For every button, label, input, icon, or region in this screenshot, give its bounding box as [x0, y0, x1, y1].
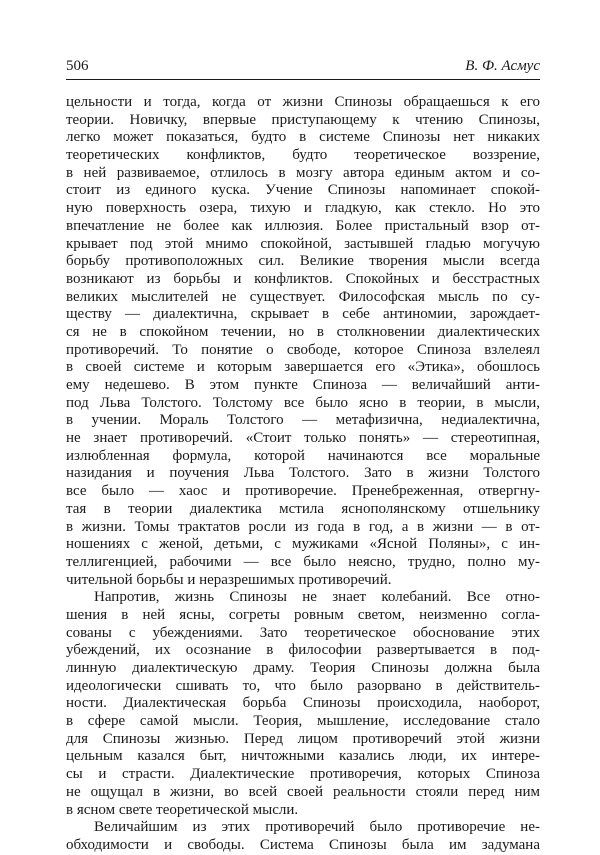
text-line: сованы с убеждениями. Зато теоретическое обоснование этих	[66, 624, 540, 641]
page-number: 506	[66, 58, 89, 74]
text-line: крывает под этой мнимо спокойной, застывшей гладью могучую	[66, 235, 540, 252]
text-line: все было — хаос и противоречие. Пренебреженная, отвергну-	[66, 483, 540, 500]
text-line: в своей системе и которым завершается его «Этика», обошлось	[66, 359, 540, 376]
paragraph	[66, 94, 540, 589]
text-line: возникают из борьбы и конфликтов. Спокойных и бесстрастных	[66, 270, 540, 287]
text-line: не ощущал в жизни, во всей своей реальности стояли перед ним	[66, 783, 540, 800]
text-line: линную диалектическую драму. Теория Спинозы должна была	[66, 660, 540, 676]
text-line: идеологически сшивать то, что было разорвано в действитель-	[66, 677, 540, 694]
text-line: борьбу противоположных сил. Великие творения мысли всегда	[66, 253, 540, 270]
text-line: теоретических конфликтов, будто теоретическое воззрение,	[66, 147, 540, 164]
paragraph	[66, 589, 540, 819]
text-line: в ясном свете теоретической мысли.	[66, 801, 299, 818]
text-line: стоит из единого куска. Учение Спинозы напоминает спокой-	[66, 182, 540, 199]
text-line: ную поверхность озера, тихую и гладкую, как стекло. Но это	[66, 200, 540, 217]
text-line: в учении. Мораль Толстого — метафизична, недиалектична,	[66, 412, 540, 429]
running-head	[66, 56, 540, 80]
text-line: легко может показаться, будто в системе Спинозы нет никаких	[66, 129, 540, 146]
text-line: ности. Диалектическая борьба Спинозы происходила, наоборот,	[66, 695, 540, 712]
text-line: Величайшим из этих противоречий было противоречие не-	[94, 819, 540, 836]
text-line: тая в теории диалектика мстила яснополянскому отшельнику	[66, 500, 540, 517]
text-line: в жизни. Томы трактатов росли из года в год, а в жизни — в от-	[66, 518, 540, 535]
text-line: цельным казался быт, ничтожными казались люди, их интере-	[66, 748, 540, 765]
text-line: под Льва Толстого. Толстому все было ясно в теории, в мысли,	[66, 394, 540, 411]
text-line: в сфере самой мысли. Теория, мышление, исследование стало	[66, 713, 540, 730]
text-line: Напротив, жизнь Спинозы не знает колебаний. Все отно-	[94, 589, 540, 606]
text-line: ношениях с женой, детьми, с мужиками «Ясной Поляны», с ин-	[66, 536, 540, 553]
text-line: ществу — диалектична, скрывает в себе антиномии, зарождает-	[66, 306, 540, 323]
body-text	[66, 94, 540, 855]
text-line: убеждений, их осознание в философии развертывается в под-	[66, 642, 540, 659]
text-line: теллигенцией, рабочими — все было неясно, трудно, полно му-	[66, 553, 540, 570]
text-line: для Спинозы жизнью. Перед лицом противоречий этой жизни	[66, 730, 540, 747]
text-line: обходимости и свободы. Система Спинозы была им задумана	[66, 836, 540, 853]
text-line: в ней развиваемое, отлилось в мозгу автора единым актом и со-	[66, 164, 540, 181]
text-line: сы и страсти. Диалектические противоречия, которых Спиноза	[66, 766, 540, 783]
text-line: цельности и тогда, когда от жизни Спинозы обращаешься к его	[66, 94, 540, 110]
text-line: излюбленная формула, которой начинаются все моральные	[66, 447, 540, 464]
text-line: шения в ней ясны, согреты ровным светом, неизменно согла-	[66, 606, 540, 623]
text-line: ему недешево. В этом пункте Спиноза — величайший анти-	[66, 377, 540, 393]
text-line: противоречий. То понятие о свободе, которое Спиноза взлелеял	[66, 341, 540, 358]
book-page	[66, 56, 540, 855]
text-line: теории. Новичку, впервые приступающему к чтению Спинозы,	[66, 111, 540, 128]
text-line: не знает противоречий. «Стоит только понять» — стереотипная,	[66, 430, 540, 447]
text-line: чительной борьбы и неразрешимых противоречий.	[66, 571, 392, 588]
text-line: великих мыслителей не существует. Философская мысль по су-	[66, 288, 540, 305]
paragraph	[66, 819, 540, 854]
text-line: назидания и поучения Льва Толстого. Зато в жизни Толстого	[66, 465, 540, 482]
text-line: впечатление не более как иллюзия. Более пристальный взор от-	[66, 217, 540, 234]
author-name: В. Ф. Асмус	[465, 58, 540, 74]
text-line: ся не в спокойном течении, но в столкновении диалектических	[66, 323, 540, 340]
